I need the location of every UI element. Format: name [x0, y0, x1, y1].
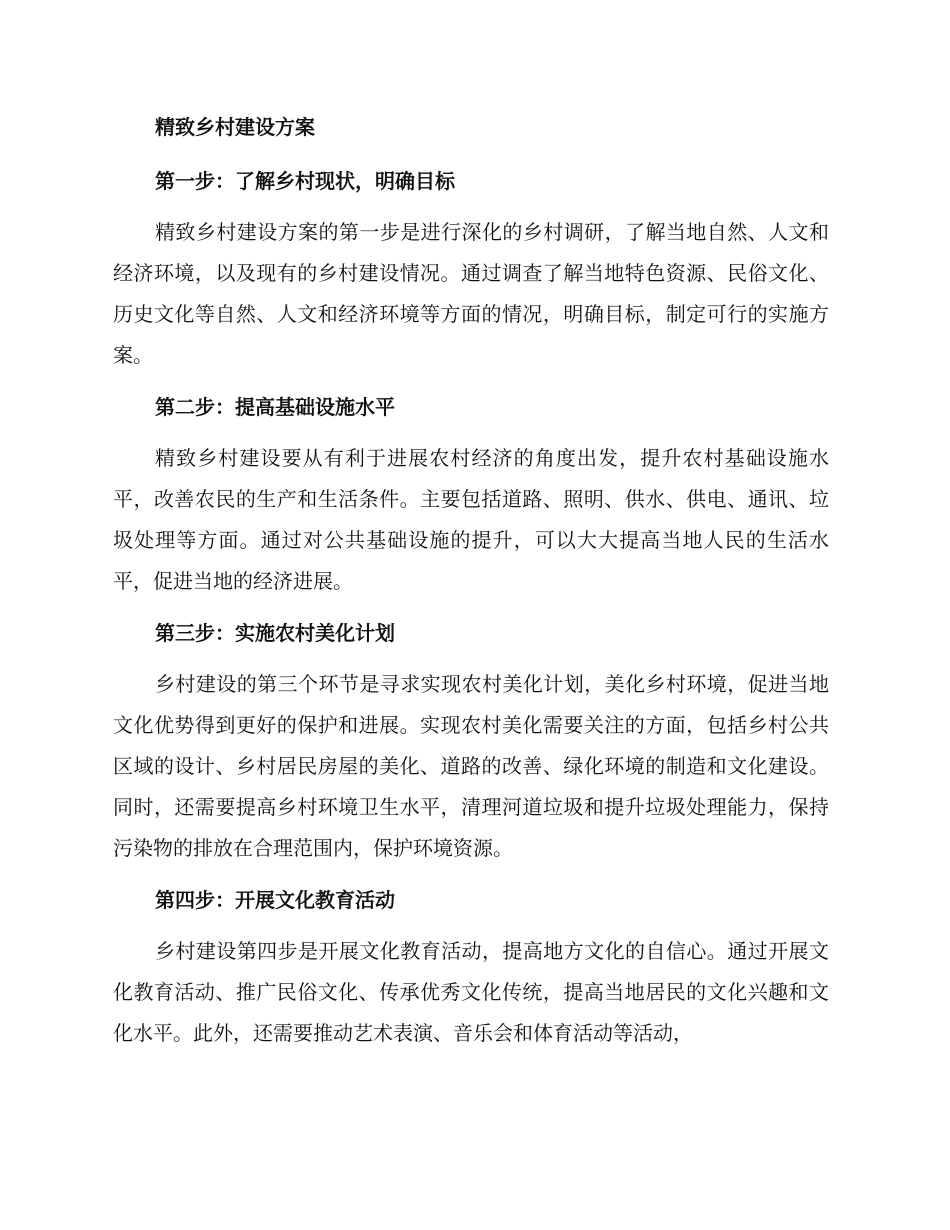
section-body-1: 精致乡村建设方案的第一步是进行深化的乡村调研，了解当地自然、人文和经济环境，以及现有的乡村建设情况。通过调查了解当地特色资源、民俗文化、历史文化等自然、人文和经济环境等方面的情况，明确目标，制定可行的实施方案。 — [113, 220, 829, 367]
section-heading-1: 第一步：了解乡村现状，明确目标 — [155, 169, 455, 193]
section-body-3: 乡村建设的第三个环节是寻求实现农村美化计划，美化乡村环境，促进当地文化优势得到更好的保护和进展。实现农村美化需要关注的方面，包括乡村公共区域的设计、乡村居民房屋的美化、道路的改善、绿化环境的制造和文化建设。同时，还需要提高乡村环境卫生水平，清理河道垃圾和提升垃圾处理能力，保持污染物的排放在合理范围内，保护环境资源。 — [113, 672, 829, 860]
section-heading-2: 第二步：提高基础设施水平 — [155, 395, 395, 419]
section-body-2: 精致乡村建设要从有利于进展农村经济的角度出发，提升农村基础设施水平，改善农民的生产和生活条件。主要包括道路、照明、供水、供电、通讯、垃圾处理等方面。通过对公共基础设施的提升，可以大大提高当地人民的生活水平，促进当地的经济进展。 — [113, 446, 829, 593]
section-heading-3: 第三步：实施农村美化计划 — [155, 621, 395, 645]
document-title: 精致乡村建设方案 — [155, 115, 315, 139]
document-page — [113, 108, 829, 1066]
section-heading-4: 第四步：开展文化教育活动 — [155, 888, 395, 912]
section-body-4: 乡村建设第四步是开展文化教育活动，提高地方文化的自信心。通过开展文化教育活动、推广民俗文化、传承优秀文化传统，提高当地居民的文化兴趣和文化水平。此外，还需要推动艺术表演、音乐会和体育活动等活动， — [113, 939, 829, 1045]
